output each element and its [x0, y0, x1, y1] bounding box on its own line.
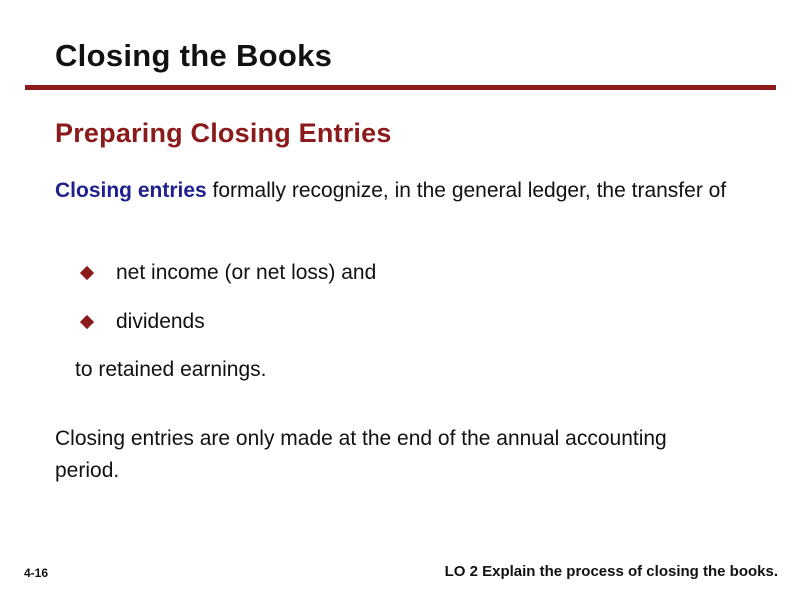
bullet-item-dividends [80, 306, 205, 338]
bullet-text: net income (or net loss) and [116, 261, 377, 284]
intro-text: formally recognize, in the general ledger, the transfer of [206, 179, 727, 202]
closing-entries-term: Closing entries [55, 179, 207, 202]
continuation-text: to retained earnings. [75, 358, 267, 381]
slide-subtitle: Preparing Closing Entries [55, 118, 392, 148]
learning-objective: LO 2 Explain the process of closing the books. [444, 563, 778, 580]
title-divider [25, 85, 776, 90]
bullet-item-net-income [80, 257, 376, 289]
bullet-text: dividends [116, 310, 205, 333]
page-number: 4-16 [24, 566, 49, 580]
closing-paragraph: Closing entries are only made at the end of the annual accounting period. [55, 427, 667, 482]
diamond-bullet-icon [80, 315, 94, 329]
intro-paragraph [55, 175, 755, 207]
slide-title: Closing the Books [55, 38, 333, 73]
diamond-bullet-icon [80, 266, 94, 280]
